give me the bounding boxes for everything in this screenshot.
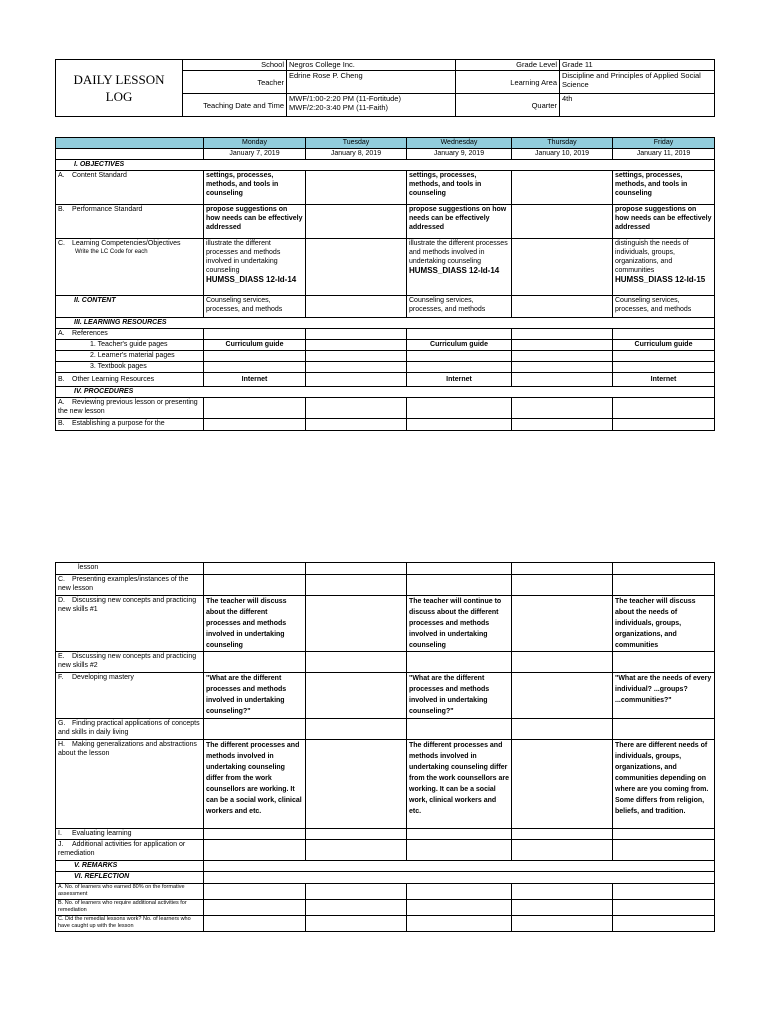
learner-material-wednesday xyxy=(407,351,512,362)
content-thursday xyxy=(512,296,613,318)
reflection-b-row xyxy=(56,900,715,916)
competencies-monday: illustrate the different processes and methods involved in undertaking counseling HUMSS_DIASS 12-Id-14 xyxy=(204,239,306,296)
procedure-d-thursday xyxy=(512,596,613,652)
performance-standard-thursday xyxy=(512,205,613,239)
procedure-g-friday xyxy=(613,719,715,740)
content-row xyxy=(56,296,715,318)
procedure-e-friday xyxy=(613,652,715,673)
competencies-tuesday xyxy=(306,239,407,296)
procedure-d-monday: The teacher will discuss about the different processes and methods involved in undertaking counseling xyxy=(204,596,306,652)
competencies-label: C. Learning Competencies/Objectives Write the LC Code for each xyxy=(56,239,204,296)
competencies-row xyxy=(56,239,715,296)
procedure-h-label: H. Making generalizations and abstractions about the lesson xyxy=(56,740,204,829)
title-line-1: DAILY LESSON xyxy=(73,72,165,87)
performance-standard-row xyxy=(56,205,715,239)
title-line-2: LOG xyxy=(105,89,133,104)
procedure-d-row xyxy=(56,596,715,652)
procedure-b-continued-row xyxy=(56,563,715,575)
date-line-1: MWF/1:00-2:20 PM (11-Fortitude) xyxy=(289,94,401,103)
teacher-guide-thursday xyxy=(512,340,613,351)
procedure-b-continued-label: lesson xyxy=(56,563,204,575)
other-resources-label: B. Other Learning Resources xyxy=(56,373,204,387)
procedure-b-friday xyxy=(613,419,715,431)
procedure-c-label: C. Presenting examples/instances of the new lesson xyxy=(56,575,204,596)
procedure-c-monday xyxy=(204,575,306,596)
day-header-blank xyxy=(56,138,204,149)
reflection-c-friday xyxy=(613,916,715,932)
procedure-g-tuesday xyxy=(306,719,407,740)
procedure-a-tuesday xyxy=(306,398,407,419)
reflection-b-friday xyxy=(613,900,715,916)
procedure-g-monday xyxy=(204,719,306,740)
procedure-e-monday xyxy=(204,652,306,673)
resources-heading: III. LEARNING RESOURCES xyxy=(56,318,715,329)
procedure-h-wednesday: The different processes and methods involved in undertaking counseling differ from the work counsellors are working. It can be a social work, clinical workers and etc. xyxy=(407,740,512,829)
procedure-e-thursday xyxy=(512,652,613,673)
procedure-g-row xyxy=(56,719,715,740)
procedure-i-thursday xyxy=(512,829,613,840)
learner-material-thursday xyxy=(512,351,613,362)
performance-standard-monday: propose suggestions on how needs can be effectively addressed xyxy=(204,205,306,239)
procedure-i-tuesday xyxy=(306,829,407,840)
procedure-a-row xyxy=(56,398,715,419)
procedure-a-friday xyxy=(613,398,715,419)
procedure-f-friday: "What are the needs of every individual? ...groups? ...communities?" xyxy=(613,673,715,719)
procedures-section-row xyxy=(56,387,715,398)
performance-standard-label: B. Performance Standard xyxy=(56,205,204,239)
document-title xyxy=(56,60,183,117)
references-label: A. References xyxy=(56,329,204,340)
content-standard-friday: settings, processes, methods, and tools in counseling xyxy=(613,171,715,205)
learning-area-label: Learning Area xyxy=(456,71,560,94)
date-friday: January 11, 2019 xyxy=(613,149,715,160)
date-tuesday: January 8, 2019 xyxy=(306,149,407,160)
remarks-row xyxy=(56,861,715,872)
content-standard-thursday xyxy=(512,171,613,205)
reflection-c-monday xyxy=(204,916,306,932)
content-heading: II. CONTENT xyxy=(56,296,204,318)
reflection-row xyxy=(56,872,715,884)
procedure-a-thursday xyxy=(512,398,613,419)
procedure-e-row xyxy=(56,652,715,673)
learner-material-monday xyxy=(204,351,306,362)
procedure-b2-monday xyxy=(204,563,306,575)
reflection-c-label: C. Did the remedial lessons work? No. of learners who have caught up with the lesson xyxy=(56,916,204,932)
procedure-d-tuesday xyxy=(306,596,407,652)
procedure-g-label: G. Finding practical applications of concepts and skills in daily living xyxy=(56,719,204,740)
textbook-tuesday xyxy=(306,362,407,373)
day-header-row xyxy=(56,138,715,149)
reflection-a-thursday xyxy=(512,884,613,900)
reflection-b-label: B. No. of learners who require additional activities for remediation xyxy=(56,900,204,916)
reflection-b-thursday xyxy=(512,900,613,916)
reflection-c-row xyxy=(56,916,715,932)
textbook-row xyxy=(56,362,715,373)
lc-code-note: Write the LC Code for each xyxy=(75,249,148,255)
competencies-friday: distinguish the needs of individuals, groups, organizations, and communities HUMSS_DIASS 12-Id-15 xyxy=(613,239,715,296)
reflection-a-friday xyxy=(613,884,715,900)
lesson-table-page-2 xyxy=(55,562,715,932)
reflection-c-wednesday xyxy=(407,916,512,932)
competencies-thursday xyxy=(512,239,613,296)
reflection-a-label: A. No. of learners who earned 80% on the formative assessment xyxy=(56,884,204,900)
reflection-b-wednesday xyxy=(407,900,512,916)
content-standard-monday: settings, processes, methods, and tools in counseling xyxy=(204,171,306,205)
procedure-j-label: J. Additional activities for application or remediation xyxy=(56,840,204,861)
remarks-value xyxy=(204,861,715,872)
reflection-heading: VI. REFLECTION xyxy=(56,872,204,884)
school-label: School xyxy=(183,60,287,71)
learner-material-friday xyxy=(613,351,715,362)
procedure-b-wednesday xyxy=(407,419,512,431)
grade-level-label: Grade Level xyxy=(456,60,560,71)
procedure-j-wednesday xyxy=(407,840,512,861)
procedure-b-monday xyxy=(204,419,306,431)
performance-standard-tuesday xyxy=(306,205,407,239)
procedure-h-thursday xyxy=(512,740,613,829)
procedure-f-wednesday: "What are the different processes and methods involved in undertaking counseling?" xyxy=(407,673,512,719)
learner-material-tuesday xyxy=(306,351,407,362)
reflection-value xyxy=(204,872,715,884)
references-row xyxy=(56,329,715,340)
teacher-guide-label: 1. Teacher's guide pages xyxy=(56,340,204,351)
other-resources-thursday xyxy=(512,373,613,387)
content-wednesday: Counseling services, processes, and methods xyxy=(407,296,512,318)
teacher-guide-wednesday: Curriculum guide xyxy=(407,340,512,351)
procedure-g-thursday xyxy=(512,719,613,740)
teaching-date-value xyxy=(287,94,456,117)
procedure-j-monday xyxy=(204,840,306,861)
content-standard-row xyxy=(56,171,715,205)
lesson-table-page-1 xyxy=(55,137,715,431)
procedure-d-label: D. Discussing new concepts and practicing new skills #1 xyxy=(56,596,204,652)
quarter-label: Quarter xyxy=(456,94,560,117)
content-tuesday xyxy=(306,296,407,318)
teacher-label: Teacher xyxy=(183,71,287,94)
objectives-section-row xyxy=(56,160,715,171)
quarter-value: 4th xyxy=(560,94,715,117)
date-row xyxy=(56,149,715,160)
procedure-i-wednesday xyxy=(407,829,512,840)
performance-standard-friday: propose suggestions on how needs can be effectively addressed xyxy=(613,205,715,239)
reflection-a-wednesday xyxy=(407,884,512,900)
procedure-b2-tuesday xyxy=(306,563,407,575)
reflection-c-tuesday xyxy=(306,916,407,932)
date-row-blank xyxy=(56,149,204,160)
procedure-j-row xyxy=(56,840,715,861)
textbook-label: 3. Textbook pages xyxy=(56,362,204,373)
textbook-friday xyxy=(613,362,715,373)
reflection-c-thursday xyxy=(512,916,613,932)
procedure-b-tuesday xyxy=(306,419,407,431)
teaching-date-label: Teaching Date and Time xyxy=(183,94,287,117)
procedure-f-label: F. Developing mastery xyxy=(56,673,204,719)
textbook-wednesday xyxy=(407,362,512,373)
procedure-j-tuesday xyxy=(306,840,407,861)
remarks-heading: V. REMARKS xyxy=(56,861,204,872)
procedure-b2-thursday xyxy=(512,563,613,575)
content-friday: Counseling services, processes, and methods xyxy=(613,296,715,318)
day-thursday: Thursday xyxy=(512,138,613,149)
procedure-c-tuesday xyxy=(306,575,407,596)
content-standard-wednesday: settings, processes, methods, and tools in counseling xyxy=(407,171,512,205)
procedure-a-label: A. Reviewing previous lesson or presenting the new lesson xyxy=(56,398,204,419)
procedure-e-tuesday xyxy=(306,652,407,673)
procedure-a-wednesday xyxy=(407,398,512,419)
grade-level-value: Grade 11 xyxy=(560,60,715,71)
procedure-h-row xyxy=(56,740,715,829)
reflection-a-monday xyxy=(204,884,306,900)
procedure-b-label: B. Establishing a purpose for the xyxy=(56,419,204,431)
procedure-e-label: E. Discussing new concepts and practicing new skills #2 xyxy=(56,652,204,673)
procedure-b2-friday xyxy=(613,563,715,575)
procedure-b2-wednesday xyxy=(407,563,512,575)
learning-area-value: Discipline and Principles of Applied Social Science xyxy=(560,71,715,94)
date-thursday: January 10, 2019 xyxy=(512,149,613,160)
other-resources-wednesday: Internet xyxy=(407,373,512,387)
performance-standard-wednesday: propose suggestions on how needs can be effectively addressed xyxy=(407,205,512,239)
procedure-f-row xyxy=(56,673,715,719)
lc-code-friday: HUMSS_DIASS 12-Id-15 xyxy=(615,275,706,284)
other-resources-tuesday xyxy=(306,373,407,387)
learner-material-label: 2. Learner's material pages xyxy=(56,351,204,362)
procedure-f-tuesday xyxy=(306,673,407,719)
procedures-heading: IV. PROCEDURES xyxy=(56,387,715,398)
school-value: Negros College Inc. xyxy=(287,60,456,71)
procedure-i-row xyxy=(56,829,715,840)
lc-code-monday: HUMSS_DIASS 12-Id-14 xyxy=(206,275,297,284)
reflection-a-tuesday xyxy=(306,884,407,900)
other-resources-friday: Internet xyxy=(613,373,715,387)
teacher-value: Edrine Rose P. Cheng xyxy=(287,71,456,94)
procedure-c-row xyxy=(56,575,715,596)
procedure-j-thursday xyxy=(512,840,613,861)
teacher-guide-row xyxy=(56,340,715,351)
textbook-thursday xyxy=(512,362,613,373)
reflection-b-tuesday xyxy=(306,900,407,916)
day-wednesday: Wednesday xyxy=(407,138,512,149)
procedure-a-monday xyxy=(204,398,306,419)
procedure-g-wednesday xyxy=(407,719,512,740)
day-monday: Monday xyxy=(204,138,306,149)
reflection-a-row xyxy=(56,884,715,900)
procedure-c-friday xyxy=(613,575,715,596)
textbook-monday xyxy=(204,362,306,373)
procedure-d-wednesday: The teacher will continue to discuss about the different processes and methods involved in undertaking counseling xyxy=(407,596,512,652)
procedure-c-wednesday xyxy=(407,575,512,596)
day-friday: Friday xyxy=(613,138,715,149)
content-standard-tuesday xyxy=(306,171,407,205)
procedure-d-friday: The teacher will discuss about the needs of individuals, groups, organizations, and communities xyxy=(613,596,715,652)
procedure-b-row xyxy=(56,419,715,431)
resources-section-row xyxy=(56,318,715,329)
date-line-2: MWF/2:20-3:40 PM (11-Faith) xyxy=(289,103,389,112)
content-monday: Counseling services, processes, and methods xyxy=(204,296,306,318)
procedure-e-wednesday xyxy=(407,652,512,673)
teacher-guide-monday: Curriculum guide xyxy=(204,340,306,351)
references-thursday xyxy=(512,329,613,340)
references-tuesday xyxy=(306,329,407,340)
procedure-j-friday xyxy=(613,840,715,861)
date-monday: January 7, 2019 xyxy=(204,149,306,160)
procedure-b-thursday xyxy=(512,419,613,431)
procedure-i-label: I. Evaluating learning xyxy=(56,829,204,840)
other-resources-row xyxy=(56,373,715,387)
reflection-b-monday xyxy=(204,900,306,916)
references-friday xyxy=(613,329,715,340)
content-standard-label: A. Content Standard xyxy=(56,171,204,205)
objectives-heading: I. OBJECTIVES xyxy=(56,160,715,171)
procedure-h-friday: There are different needs of individuals, groups, organizations, and communities depending on where are you coming from. Some differs from religion, beliefs, and tradition. xyxy=(613,740,715,829)
header-table xyxy=(55,59,715,117)
procedure-f-monday: "What are the different processes and methods involved in undertaking counseling?" xyxy=(204,673,306,719)
references-wednesday xyxy=(407,329,512,340)
competencies-wednesday: illustrate the different processes and methods involved in undertaking counseling HUMSS_DIASS 12-Id-14 xyxy=(407,239,512,296)
teacher-guide-tuesday xyxy=(306,340,407,351)
day-tuesday: Tuesday xyxy=(306,138,407,149)
other-resources-monday: Internet xyxy=(204,373,306,387)
procedure-i-friday xyxy=(613,829,715,840)
procedure-h-tuesday xyxy=(306,740,407,829)
procedure-c-thursday xyxy=(512,575,613,596)
lc-code-wednesday: HUMSS_DIASS 12-Id-14 xyxy=(409,266,500,275)
date-wednesday: January 9, 2019 xyxy=(407,149,512,160)
learner-material-row xyxy=(56,351,715,362)
procedure-h-monday: The different processes and methods involved in undertaking counseling differ from the work counsellors are working. It can be a social work, clinical workers and etc. xyxy=(204,740,306,829)
teacher-guide-friday: Curriculum guide xyxy=(613,340,715,351)
procedure-f-thursday xyxy=(512,673,613,719)
procedure-i-monday xyxy=(204,829,306,840)
references-monday xyxy=(204,329,306,340)
